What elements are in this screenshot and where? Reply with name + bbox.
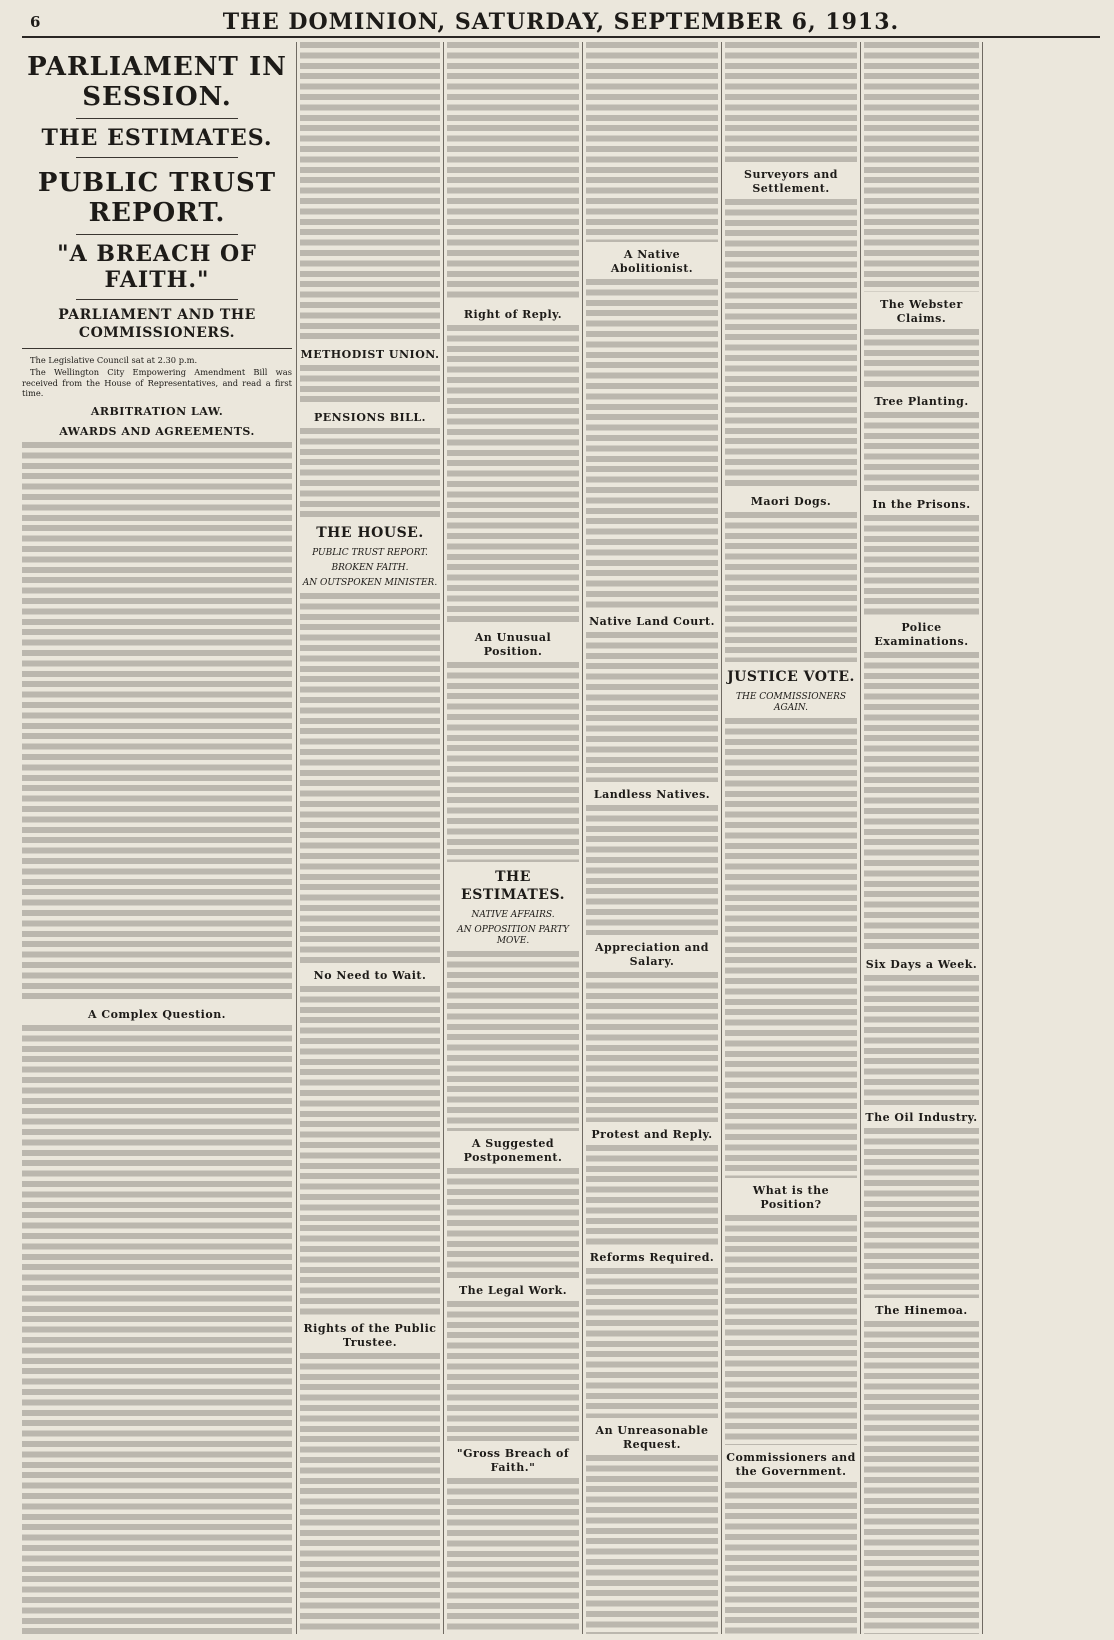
article-text-block: [447, 662, 579, 862]
section-heading: In the Prisons.: [872, 498, 971, 511]
section-heading: Right of Reply.: [463, 308, 563, 321]
headline-commissioners: PARLIAMENT AND THE COMMISSIONERS.: [58, 307, 256, 341]
article-text-block: [447, 951, 579, 1131]
article-text-block: [725, 718, 857, 1178]
article-text-block: [447, 325, 579, 625]
article-text-block: [300, 42, 440, 342]
section-heading: No Need to Wait.: [313, 969, 427, 982]
article-text-block: [864, 1321, 979, 1634]
section-heading: AWARDS AND AGREEMENTS.: [59, 424, 255, 438]
article-text-block: [864, 329, 979, 389]
headline-parliament: PARLIAMENT IN SESSION.: [27, 52, 287, 112]
article-text-block: [725, 1482, 857, 1634]
article-text-block: [864, 515, 979, 615]
article-text-block: [447, 1478, 579, 1634]
section-heading: What is the Position?: [752, 1184, 830, 1211]
section-heading: The Hinemoa.: [875, 1304, 968, 1317]
body-paragraph: The Legislative Council sat at 2.30 p.m.: [30, 355, 198, 365]
headline-breach-of-faith: "A BREACH OF FAITH.": [57, 241, 257, 293]
section-heading: Protest and Reply.: [591, 1128, 713, 1141]
article-text-block: [586, 1268, 718, 1418]
article-text-block: [300, 593, 440, 963]
section-heading: Tree Planting.: [874, 395, 969, 408]
article-text-block: [300, 428, 440, 518]
column-3: [447, 42, 579, 1634]
paper-title: THE DOMINION, SATURDAY, SEPTEMBER 6, 1913.: [222, 9, 900, 35]
section-heading: Appreciation and Salary.: [595, 941, 709, 968]
article-text-block: [864, 42, 979, 292]
article-text-block: [586, 279, 718, 609]
section-heading: Commissioners and the Government.: [726, 1451, 856, 1478]
article-text-block: [447, 1301, 579, 1441]
headline-justice-vote: JUSTICE VOTE.: [727, 669, 855, 685]
subheading: PUBLIC TRUST REPORT.: [312, 548, 428, 558]
article-text-block: [586, 805, 718, 935]
headline-public-trust: PUBLIC TRUST REPORT.: [37, 168, 277, 228]
article-text-block: [864, 975, 979, 1105]
article-text-block: [586, 1455, 718, 1634]
subheading: AN OUTSPOKEN MINISTER.: [302, 578, 438, 588]
subheading: NATIVE AFFAIRS.: [471, 910, 555, 920]
masthead: [22, 4, 1100, 38]
column-2: [300, 42, 440, 1634]
section-heading: Maori Dogs.: [750, 495, 832, 508]
section-heading: PENSIONS BILL.: [314, 411, 426, 424]
headline-estimates-2: THE ESTIMATES.: [461, 869, 565, 903]
section-heading: A Complex Question.: [87, 1007, 227, 1021]
article-text-block: [300, 1353, 440, 1634]
article-text-block: [22, 1025, 292, 1634]
headline-estimates: THE ESTIMATES.: [41, 125, 273, 151]
section-heading: The Oil Industry.: [865, 1111, 978, 1124]
section-heading: METHODIST UNION.: [300, 348, 440, 361]
section-heading: Native Land Court.: [589, 615, 715, 628]
section-heading: Landless Natives.: [593, 788, 711, 801]
column-6: [864, 42, 979, 1634]
section-heading: The Webster Claims.: [880, 298, 963, 325]
article-text-block: [586, 1145, 718, 1245]
headline-the-house: THE HOUSE.: [316, 525, 424, 541]
section-heading: Reforms Required.: [589, 1251, 715, 1264]
article-text-block: [725, 42, 857, 162]
article-text-block: [864, 412, 979, 492]
section-heading: Six Days a Week.: [865, 958, 978, 971]
article-text-block: [725, 512, 857, 662]
subheading: BROKEN FAITH.: [331, 563, 409, 573]
article-text-block: [864, 652, 979, 952]
subheading: THE COMMISSIONERS AGAIN.: [735, 692, 847, 713]
article-text-block: [447, 42, 579, 302]
column-4: [586, 42, 718, 1634]
section-heading: Rights of the Public Trustee.: [303, 1322, 437, 1349]
article-text-block: [586, 632, 718, 782]
article-text-block: [586, 972, 718, 1122]
section-heading: Surveyors and Settlement.: [744, 168, 838, 195]
article-text-block: [725, 1215, 857, 1445]
column-5: [725, 42, 857, 1634]
section-heading: An Unusual Position.: [474, 631, 552, 658]
article-text-block: [447, 1168, 579, 1278]
section-heading: An Unreasonable Request.: [595, 1424, 709, 1451]
article-text-block: [300, 986, 440, 1316]
body-paragraph: The Wellington City Empowering Amendment Bill was received from the House of Representatives, and read a first time.: [22, 367, 292, 399]
section-heading: ARBITRATION LAW.: [90, 404, 224, 418]
article-text-block: [300, 365, 440, 405]
article-text-block: [22, 442, 292, 1002]
section-heading: A Native Abolitionist.: [610, 248, 694, 275]
subheading: AN OPPOSITION PARTY MOVE.: [457, 925, 569, 946]
section-heading: The Legal Work.: [458, 1284, 568, 1297]
column-1: [22, 42, 292, 1634]
section-heading: A Suggested Postponement.: [463, 1137, 563, 1164]
article-text-block: [864, 1128, 979, 1298]
section-heading: "Gross Breach of Faith.": [456, 1447, 570, 1474]
article-text-block: [586, 42, 718, 242]
section-heading: Police Examinations.: [874, 621, 969, 648]
article-text-block: [725, 199, 857, 489]
page-number: 6: [30, 13, 41, 31]
